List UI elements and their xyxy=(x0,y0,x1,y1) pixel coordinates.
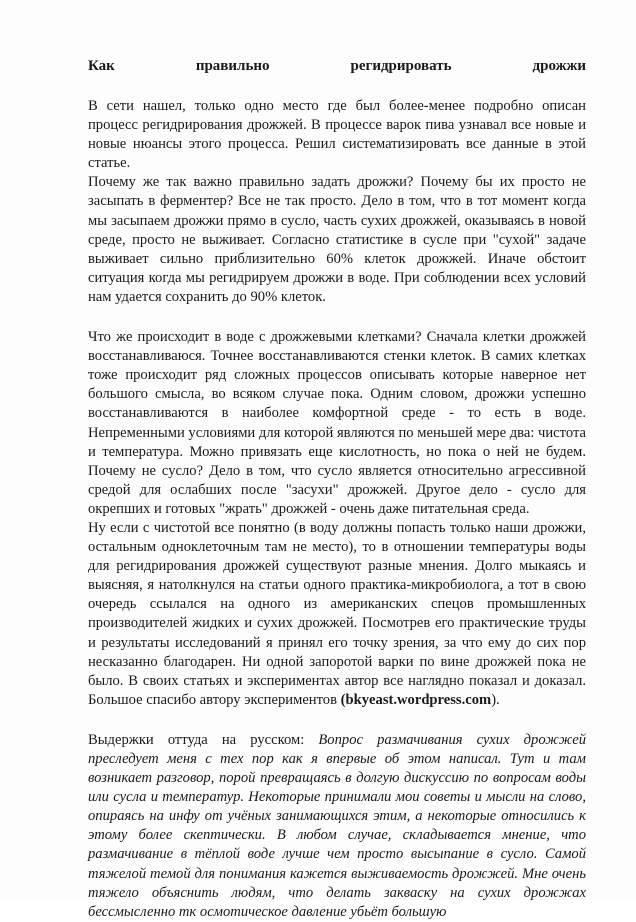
quote-intro: Выдержки оттуда на русском: xyxy=(88,731,319,748)
paragraph-temperature-text: Ну если с чистотой все понятно (в воду должны попасть только наши дрожжи, остальным одноклеточным там не место), то в отношении температуры воды для регидрирования дрожжей существуют разные мнения. Долго мыкаясь и выясняя, я натолкнулся на статьи одного практика-микробиолога, а тот в свою очередь ссылался на одного из американских спецов промышленных производителей жидких и сухих дрожжей. Посмотрев его практические труды и результаты исследований я принял его точку зрения, за что ему до сих пор несказанно благодарен. Ни одной запоротой варки по вине дрожжей пока не было. В своих статьях и экспериментах автор все наглядно показал и доказал. Большое спасибо автору экспериментов xyxy=(88,519,586,708)
title-word-3: регидрировать xyxy=(350,58,452,74)
paragraph-why: Почему же так важно правильно задать дрожжи? Почему бы их просто не засыпать в ферментер? Все не так просто. Дело в том, что в тот момент когда мы засыпаем дрожжи прямо в сусло, часть сухих дрожжей, оказываясь в новой среде, просто не выживает. Согласно статистике в сусле при "сухой" задаче выживает сильно приблизительно 60% клеток дрожжей. Иначе обстоит ситуация когда мы регидрируем дрожжи в воде. При соблюдении всех условий нам удается сохранить до 90% клеток. xyxy=(88,174,586,305)
paragraph-temperature xyxy=(88,519,586,710)
title-word-1: Как xyxy=(88,58,115,74)
title-word-2: правильно xyxy=(195,58,270,74)
title-word-4: дрожжи xyxy=(532,58,586,74)
article-body xyxy=(88,97,586,922)
source-link-close: ). xyxy=(491,691,500,708)
page-title xyxy=(88,58,586,75)
paragraph-spacer xyxy=(88,710,586,731)
paragraph-spacer xyxy=(88,307,586,328)
source-link-open: ( xyxy=(340,691,346,708)
paragraph-water: Что же происходит в воде с дрожжевыми клетками? Сначала клетки дрожжей восстанавливаюся. Точнее восстанавливаются стенки клеток. В самих клетках тоже происходит ряд сложных процессов описывать которые наверное нет большого смысла, во всяком случае пока. Одним словом, дрожжи успешно восстанавливаются в наиболее комфортной среде - то есть в воде. Непременными условиями для которой являются по меньшей мере два: чистота и температура. Можно привязать еще кислотность, но пока о ней не будем. Почему не сусло? Дело в том, что сусло является относительно агрессивной средой для ослабших после "засухи" дрожжей. Другое дело - сусло для окрепших и готовых "жрать" дрожжей - очень даже питательная среда. xyxy=(88,329,586,517)
source-link[interactable]: bkyeast.wordpress.com xyxy=(345,691,492,708)
paragraph-intro: В сети нашел, только одно место где был более-менее подробно описан процесс регидрирования дрожжей. В процессе варок пива узнавал все новые и новые нюансы этого процесса. Решил систематизировать все данные в этой статье. xyxy=(88,98,586,172)
quote-text: Вопрос размачивания сухих дрожжей преследует меня с тех пор как я впервые об этом написал. Тут и там возникает разговор, порой превращаясь в долгую дискуссию по вопросам воды или сусла и температур. Некоторые принимали мои советы и мысли на слово, опираясь на инфу от учёных занимающихся этим, а некоторые относились к этому более скептически. В любом случае, складывается мнение, что размачивание в тёплой воде лучше чем просто высыпание в сусло. Самой тяжелой темой для понимания кажется выживаемость дрожжей. Мне очень тяжело объяснить людям, что делать закваску на сухих дрожжах бессмысленно тк осмотическое давление убьёт большую xyxy=(88,731,586,920)
paragraph-quote xyxy=(88,731,586,922)
